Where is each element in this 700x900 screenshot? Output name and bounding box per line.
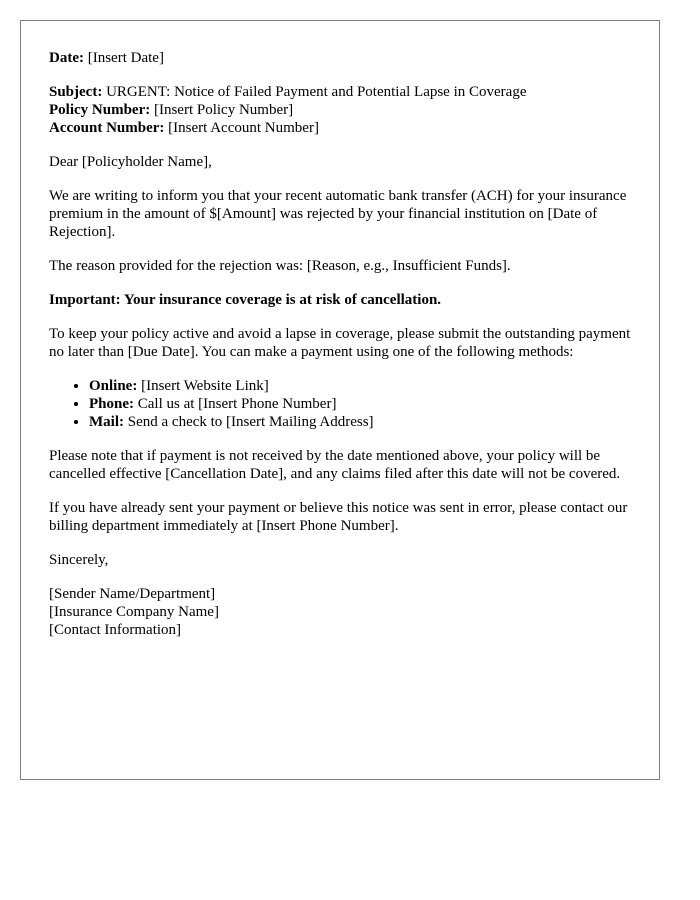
paragraph-rejection-reason: The reason provided for the rejection was: [Reason, e.g., Insufficient Funds].: [49, 258, 511, 274]
date-line: [49, 49, 631, 67]
policy-number-label: Policy Number:: [49, 102, 151, 118]
policy-number-line: [49, 101, 631, 119]
company-name: [Insurance Company Name]: [49, 604, 219, 620]
date-label: Date:: [49, 50, 84, 66]
paragraph-payment-instructions: To keep your policy active and avoid a lapse in coverage, please submit the outstanding payment no later than [Due Date]. You can make a payment using one of the following methods:: [49, 326, 631, 360]
payment-method-text: Send a check to [Insert Mailing Address]: [127, 414, 374, 430]
account-number-value: [Insert Account Number]: [168, 120, 319, 136]
paragraph-rejection-notice: We are writing to inform you that your recent automatic bank transfer (ACH) for your insurance premium in the amount of $[Amount] was rejected by your financial institution on [Date of Rejection].: [49, 188, 627, 240]
payment-method-text: [Insert Website Link]: [141, 378, 269, 394]
paragraph-contact-billing: If you have already sent your payment or believe this notice was sent in error, please contact our billing department immediately at [Insert Phone Number].: [49, 500, 628, 534]
payment-method-mail: [89, 413, 631, 431]
subject-label: Subject:: [49, 84, 103, 100]
policy-number-value: [Insert Policy Number]: [153, 102, 294, 118]
sign-off: Sincerely,: [49, 552, 109, 568]
subject-value: URGENT: Notice of Failed Payment and Potential Lapse in Coverage: [106, 84, 527, 100]
account-number-line: [49, 119, 631, 137]
payment-method-label: Online:: [89, 378, 138, 394]
sender-name: [Sender Name/Department]: [49, 586, 216, 602]
payment-method-online: [89, 377, 631, 395]
paragraph-cancellation-warning: Please note that if payment is not received by the date mentioned above, your policy will be cancelled effective [Cancellation Date], and any claims filed after this date will not be covered.: [49, 448, 621, 482]
signature-block: [49, 585, 631, 639]
subject-line: [49, 83, 631, 101]
date-value: [Insert Date]: [87, 50, 164, 66]
contact-information: [Contact Information]: [49, 622, 182, 638]
salutation: Dear [Policyholder Name],: [49, 154, 212, 170]
payment-method-label: Mail:: [89, 414, 124, 430]
letter-page: [20, 20, 660, 780]
payment-method-text: Call us at [Insert Phone Number]: [137, 396, 337, 412]
account-number-label: Account Number:: [49, 120, 165, 136]
important-warning: Important: Your insurance coverage is at risk of cancellation.: [49, 292, 442, 308]
payment-methods-list: [49, 377, 631, 431]
payment-method-label: Phone:: [89, 396, 134, 412]
payment-method-phone: [89, 395, 631, 413]
